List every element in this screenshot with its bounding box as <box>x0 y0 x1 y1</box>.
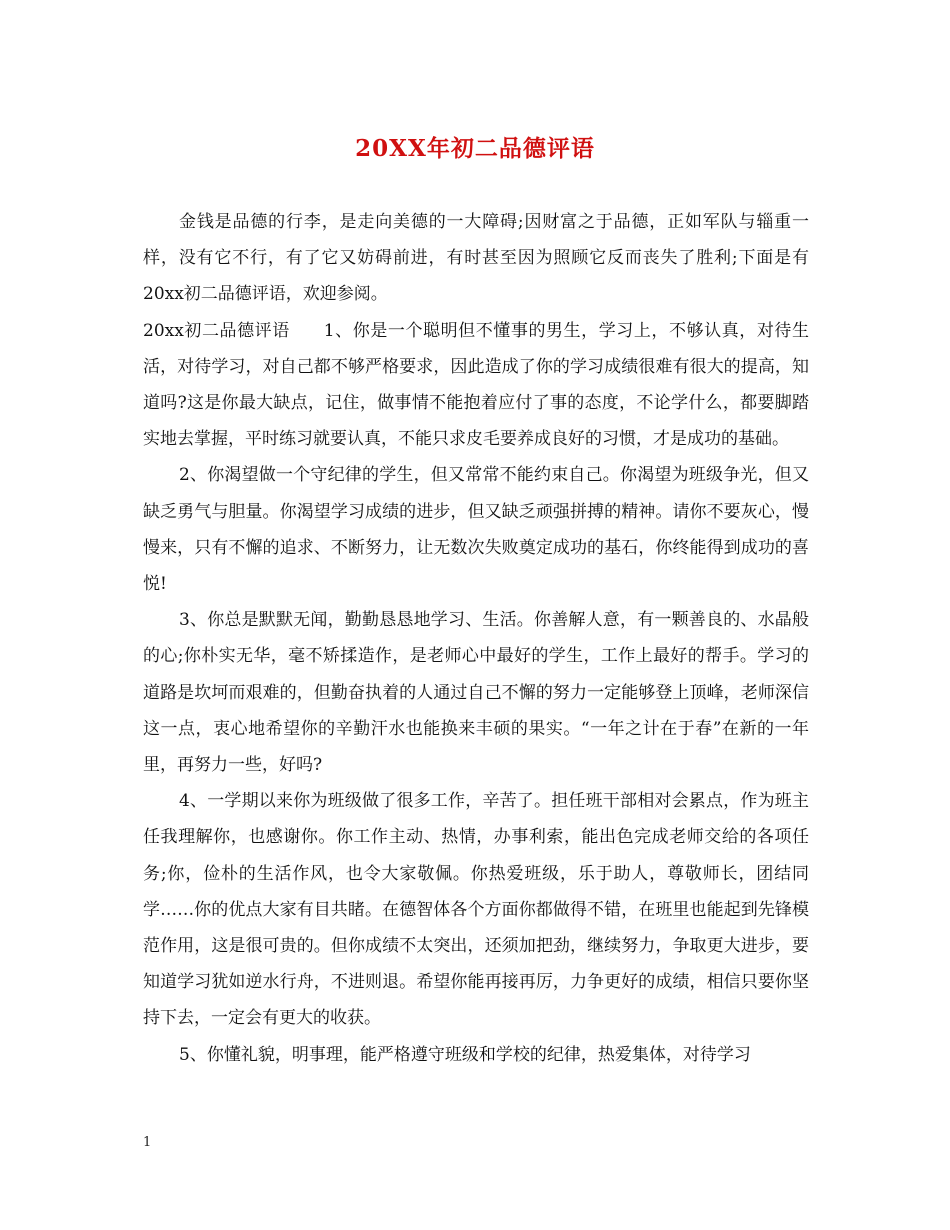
section-label: 20xx初二品德评语 <box>143 320 290 341</box>
document-title: 20XX年初二品德评语 <box>355 135 595 162</box>
comment-paragraph-4: 4、一学期以来你为班级做了很多工作，辛苦了。担任班干部相对会累点，作为班主任我理解你，也感谢你。你工作主动、热情，办事利索，能出色完成老师交给的各项任务;你，俭朴的生活作风，也令大家敬佩。你热爱班级，乐于助人，尊敬师长，团结同学……你的优点大家有目共睹。在德智体各个方面你都做得不错，在班里也能起到先锋模范作用，这是很可贵的。但你成绩不太突出，还须加把劲，继续努力，争取更大进步，要知道学习犹如逆水行舟，不进则退。希望你能再接再厉，力争更好的成绩，相信只要你坚持下去，一定会有更大的收获。 <box>143 791 809 1029</box>
intro-paragraph: 金钱是品德的行李，是走向美德的一大障碍;因财富之于品德，正如军队与辎重一样，没有它不行，有了它又妨碍前进，有时甚至因为照顾它反而丧失了胜利;下面是有20xx初二品德评语，欢迎参阅。 <box>143 212 809 305</box>
comment-paragraph-3: 3、你总是默默无闻，勤勤恳恳地学习、生活。你善解人意，有一颗善良的、水晶般的心;你朴实无华，毫不矫揉造作，是老师心中最好的学生，工作上最好的帮手。学习的道路是坎坷而艰难的，但勤奋执着的人通过自己不懈的努力一定能够登上顶峰，老师深信这一点，衷心地希望你的辛勤汗水也能换来丰硕的果实。“一年之计在于春”在新的一年里，再努力一些，好吗? <box>143 610 809 776</box>
page-number: 1 <box>143 1135 152 1150</box>
document-body <box>143 204 809 1073</box>
comment-paragraph-5: 5、你懂礼貌，明事理，能严格遵守班级和学校的纪律，热爱集体，对待学习 <box>179 1044 751 1065</box>
comment-text-1: 1、你是一个聪明但不懂事的男生，学习上，不够认真，对待生活，对待学习，对自己都不够严格要求，因此造成了你的学习成绩很难有很大的提高，知道吗?这是你最大缺点，记住，做事情不能抱着应付了事的态度，不论学什么，都要脚踏实地去掌握，平时练习就要认真，不能只求皮毛要养成良好的习惯，才是成功的基础。 <box>143 320 809 450</box>
comment-paragraph-1 <box>143 313 809 458</box>
comment-paragraph-2: 2、你渴望做一个守纪律的学生，但又常常不能约束自己。你渴望为班级争光，但又缺乏勇气与胆量。你渴望学习成绩的进步，但又缺乏顽强拼搏的精神。请你不要灰心，慢慢来，只有不懈的追求、不断努力，让无数次失败奠定成功的基石，你终能得到成功的喜悦! <box>143 465 809 595</box>
